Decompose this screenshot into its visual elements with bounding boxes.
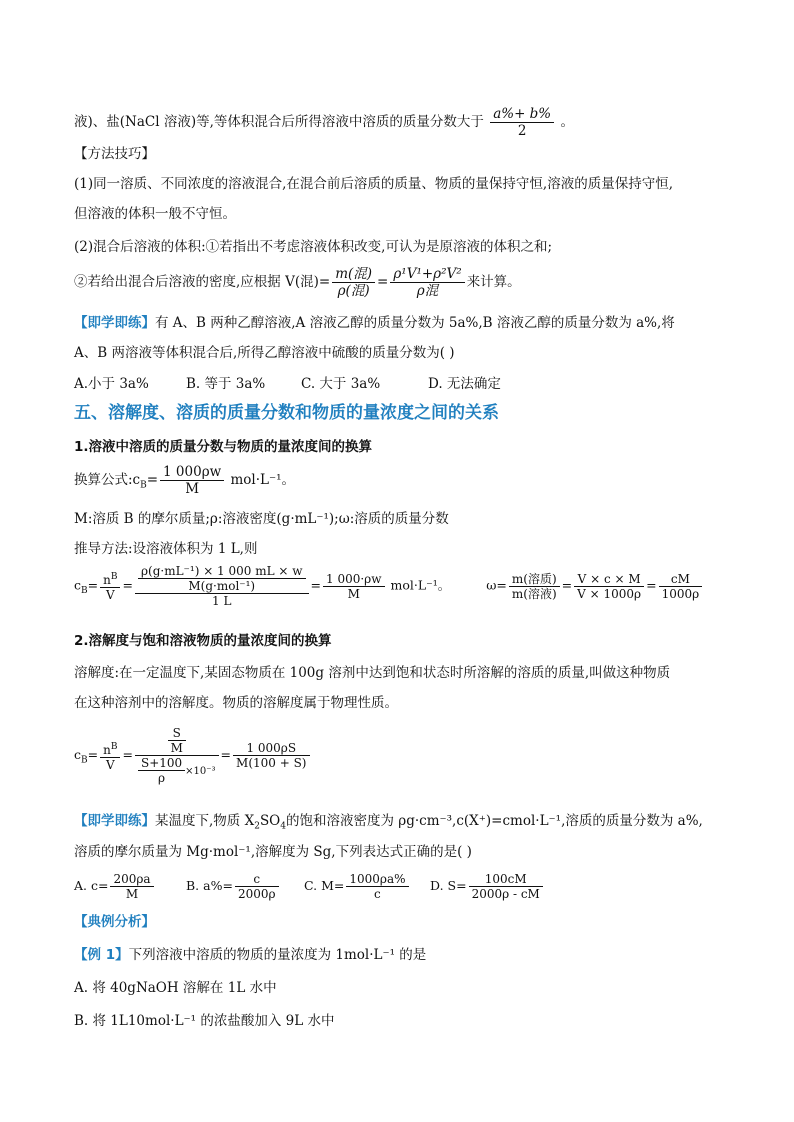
d-unit: mol·L⁻¹。 bbox=[390, 577, 451, 593]
formula-num: 1 000ρw bbox=[160, 464, 224, 481]
p2-d-num: 100cM bbox=[469, 872, 543, 887]
practice2-options bbox=[74, 872, 545, 901]
s-bot-fraction bbox=[138, 756, 185, 785]
p3-f1-num: m(混) bbox=[332, 266, 375, 283]
d-big-den: 1 L bbox=[212, 594, 232, 608]
practice1-line2: A、B 两溶液等体积混合后,所得乙醇溶液中硫酸的质量分数为( ) bbox=[74, 345, 455, 361]
d-inner-fraction bbox=[138, 564, 306, 593]
formula-den: M bbox=[185, 481, 200, 497]
method-p1-line2: 但溶液的体积一般不守恒。 bbox=[74, 206, 236, 222]
solubility-formula: $c_B=$ $\frac{n^B}{V}$ = $\frac{S}{M}$ $\frac{S+100}{\rho}$ ×10⁻³ = $\frac{1 000\rho S}{M(100 + S)}$ bbox=[74, 726, 312, 785]
method-p2: (2)混合后溶液的体积:①若指出不考虑溶液体积改变,可认为是原溶液的体积之和; bbox=[74, 239, 553, 255]
practice2-sub2: 2 bbox=[254, 821, 260, 832]
p2-b-num: c bbox=[235, 872, 279, 887]
intro-line bbox=[74, 106, 574, 139]
s-cb-sub: B bbox=[81, 755, 88, 766]
p2-b-pre: B. a%= bbox=[186, 878, 233, 893]
s-res-num: 1 000ρS bbox=[233, 741, 309, 756]
intro-fraction bbox=[490, 106, 554, 139]
example1 bbox=[74, 946, 426, 964]
p2-d-den: 2000ρ - cM bbox=[471, 887, 540, 901]
example1-option-a[interactable]: A. 将 40gNaOH 溶解在 1L 水中 bbox=[74, 980, 277, 996]
practice2-option-c[interactable] bbox=[304, 872, 430, 901]
p2-a-frac bbox=[110, 872, 153, 901]
intro-frac-num: a%+ b% bbox=[490, 106, 554, 123]
solubility-line1: 溶解度:在一定温度下,某固态物质在 100g 溶剂中达到饱和状态时所溶解的溶质的质量,叫做这种物质 bbox=[74, 665, 671, 681]
intro-text: 液)、盐(NaCl 溶液)等,等体积混合后所得溶液中溶质的质量分数大于 bbox=[74, 114, 484, 130]
section5-sub1: 1.溶液中溶质的质量分数与物质的量浓度间的换算 bbox=[74, 439, 373, 455]
p2-c-num: 1000ρa% bbox=[346, 872, 408, 887]
example1-question: 下列溶液中溶质的物质的量浓度为 1mol·L⁻¹ 的是 bbox=[128, 947, 427, 963]
method-p3-frac1 bbox=[332, 266, 375, 299]
p3-f2-den: ρ混 bbox=[416, 283, 439, 299]
p2-c-den: c bbox=[374, 887, 381, 901]
example1-option-b[interactable]: B. 将 1L10mol·L⁻¹ 的浓盐酸加入 9L 水中 bbox=[74, 1013, 335, 1029]
p2-c-pre: C. M= bbox=[304, 878, 345, 893]
s-big-fraction bbox=[135, 726, 219, 785]
s-top-fraction bbox=[168, 726, 186, 755]
practice1-option-c[interactable]: C. 大于 3a% bbox=[301, 376, 381, 392]
formula-sub: B bbox=[140, 480, 147, 491]
p2-a-pre: A. c= bbox=[74, 878, 109, 893]
section5-derive: 推导方法:设溶液体积为 1 L,则 bbox=[74, 541, 258, 557]
s-n: n bbox=[103, 742, 111, 757]
d-cb-sub: B bbox=[81, 586, 88, 596]
formula-eq: = bbox=[146, 472, 159, 488]
d-n-over-v bbox=[100, 570, 120, 602]
d-res-den: M bbox=[347, 586, 360, 601]
s-res-den: M(100 + S) bbox=[236, 756, 307, 770]
d-inner-den: M(g·mol⁻¹) bbox=[188, 579, 256, 593]
p2-a-den: M bbox=[125, 887, 139, 901]
w-frac1 bbox=[509, 572, 560, 601]
s-bot-mult: ×10⁻³ bbox=[185, 766, 216, 777]
section5-title: 五、溶解度、溶质的质量分数和物质的量浓度之间的关系 bbox=[74, 403, 499, 423]
formula-unit: mol·L⁻¹。 bbox=[230, 472, 296, 488]
method-header: 【方法技巧】 bbox=[74, 146, 155, 162]
s-bot-num: S+100 bbox=[138, 756, 185, 771]
method-p1-line1: (1)同一溶质、不同浓度的溶液混合,在混合前后溶质的质量、物质的量保持守恒,溶液的质量保持守恒, bbox=[74, 176, 673, 192]
intro-frac-den: 2 bbox=[517, 123, 527, 139]
method-p3-post: 来计算。 bbox=[466, 274, 521, 290]
method-p3 bbox=[74, 266, 521, 299]
d-inner-num: ρ(g·mL⁻¹) × 1 000 mL × w bbox=[138, 564, 306, 579]
w-frac2 bbox=[574, 572, 644, 601]
formula-pre: 换算公式:c bbox=[74, 472, 141, 488]
practice2-line1 bbox=[74, 812, 703, 836]
w-f2-num: V × c × M bbox=[574, 572, 644, 587]
w-label: ω= bbox=[486, 577, 507, 593]
d-n: n bbox=[103, 573, 111, 587]
practice1-option-d[interactable]: D. 无法确定 bbox=[428, 376, 501, 392]
practice2-text-a: 某温度下,物质 X bbox=[155, 813, 255, 829]
p3-f1-den: ρ(混) bbox=[337, 283, 370, 299]
p2-c-frac bbox=[346, 872, 408, 901]
w-f3-num: cM bbox=[659, 572, 703, 587]
d-result-fraction bbox=[323, 572, 385, 601]
derivation-line: $c_B=$ $\frac{n^B}{V}$ = $\frac{\frac{\text{ρ(g·mL⁻¹) × 1 000 mL × w}}{\text{M(g·mol⁻¹)}}}{1 L}$ = $\frac{1 000\cdot\rho w}{M}$ mol·L⁻¹。 ω= $\frac{\text{m(溶质)}}{\text{m(溶液)}}$ = $\frac{V \times c \times M}{V \times 1000\rho}$ = $\frac{cM}{1000\rho}$ bbox=[74, 564, 704, 608]
solubility-line2: 在这种溶剂中的溶解度。物质的溶解度属于物理性质。 bbox=[74, 695, 398, 711]
p2-a-num: 200ρa bbox=[110, 872, 153, 887]
practice2-option-d[interactable] bbox=[430, 872, 545, 901]
d-eq3: = bbox=[310, 577, 322, 593]
formula-fraction bbox=[160, 464, 224, 497]
analysis-header: 【典例分析】 bbox=[74, 914, 155, 930]
d-eq1: = bbox=[87, 577, 99, 593]
w-f3-den: 1000ρ bbox=[661, 586, 700, 601]
practice2-sub4: 4 bbox=[280, 821, 286, 832]
d-n-sup: B bbox=[110, 572, 118, 582]
d-eq2: = bbox=[122, 577, 133, 593]
p2-d-frac bbox=[469, 872, 543, 901]
s-n-over-v bbox=[100, 740, 120, 772]
s-top-den: M bbox=[170, 741, 183, 755]
example1-tag: 【例 1】 bbox=[74, 947, 129, 963]
conversion-formula bbox=[74, 464, 295, 497]
practice2-text-b: SO bbox=[259, 813, 281, 829]
s-top-num: S bbox=[168, 726, 186, 741]
d-big-fraction bbox=[135, 564, 309, 608]
s-bot-den: ρ bbox=[158, 771, 166, 785]
w-f2-den: V × 1000ρ bbox=[577, 586, 642, 601]
p2-b-frac bbox=[235, 872, 279, 901]
method-p3-pre: ②若给出混合后溶液的密度,应根据 V(混)= bbox=[74, 274, 331, 290]
d-v: V bbox=[105, 588, 115, 602]
s-n-sup: B bbox=[110, 741, 118, 752]
p3-f2-num: ρ¹V¹+ρ²V² bbox=[390, 266, 464, 283]
p2-b-den: 2000ρ bbox=[237, 887, 276, 901]
practice1-tag: 【即学即练】 bbox=[74, 315, 155, 331]
practice2-option-a[interactable] bbox=[74, 872, 186, 901]
practice2-text-c: 的饱和溶液密度为 ρg·cm⁻³,c(X⁺)=cmol·L⁻¹,溶质的质量分数为 a%, bbox=[286, 813, 703, 829]
s-cb: c bbox=[74, 747, 82, 762]
w-f1-den: m(溶液) bbox=[511, 586, 557, 601]
practice1-option-b[interactable]: B. 等于 3a% bbox=[186, 376, 266, 392]
practice1-option-a[interactable]: A.小于 3a% bbox=[74, 376, 149, 392]
section5-defs: M:溶质 B 的摩尔质量;ρ:溶液密度(g·mL⁻¹);ω:溶质的质量分数 bbox=[74, 511, 449, 527]
d-cb: c bbox=[74, 577, 82, 593]
s-v: V bbox=[105, 757, 115, 772]
method-p3-frac2 bbox=[390, 266, 464, 299]
section5-sub2: 2.溶解度与饱和溶液物质的量浓度间的换算 bbox=[74, 633, 332, 649]
practice2-line2: 溶质的摩尔质量为 Mg·mol⁻¹,溶解度为 Sg,下列表达式正确的是( ) bbox=[74, 844, 472, 860]
practice1-text: 有 A、B 两种乙醇溶液,A 溶液乙醇的质量分数为 5a%,B 溶液乙醇的质量分数为 a%,将 bbox=[155, 315, 675, 331]
practice1-line1 bbox=[74, 314, 675, 332]
s-result-fraction bbox=[233, 741, 309, 770]
method-p3-eq: = bbox=[377, 274, 389, 290]
intro-end: 。 bbox=[560, 114, 574, 130]
p2-d-pre: D. S= bbox=[430, 878, 467, 893]
w-frac3 bbox=[659, 572, 703, 601]
practice2-option-b[interactable] bbox=[186, 872, 304, 901]
practice1-options bbox=[74, 375, 501, 393]
d-res-num: 1 000·ρw bbox=[323, 572, 385, 587]
practice2-tag: 【即学即练】 bbox=[74, 813, 155, 829]
w-f1-num: m(溶质) bbox=[509, 572, 560, 587]
